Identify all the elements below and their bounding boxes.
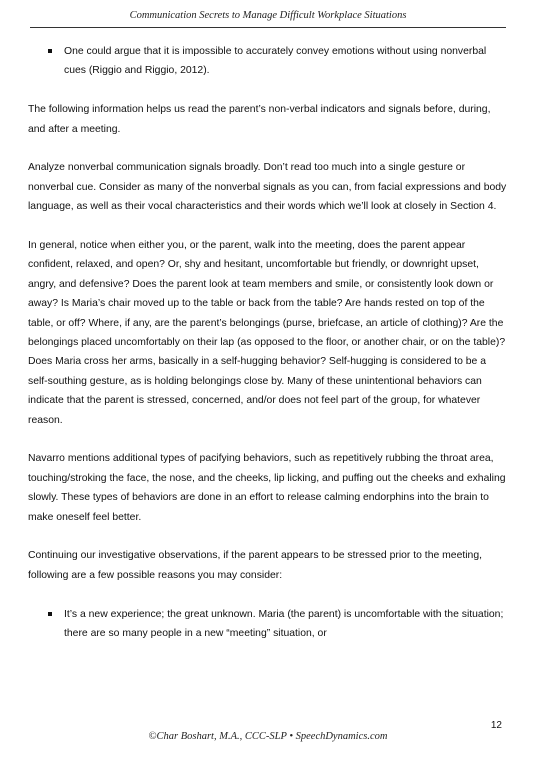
paragraph: The following information helps us read the parent’s non-verbal indicators and signals before, during, and after a meeting. <box>28 104 491 135</box>
square-bullet-icon <box>48 612 52 616</box>
page-number: 12 <box>490 720 502 731</box>
paragraph: In general, notice when either you, or the parent, walk into the meeting, does the parent appear confident, relaxed, and open? Or, shy and hesitant, uncomfortable but friendly, or downright upset, angry, and defensive? Does the parent look at team members and smile, or consistently look down or away? Is Maria’s chair moved up to the table or back from the table? Are hands rested on top of the table, or off? Where, if any, are the parent’s belongings (purse, briefcase, an article of clothing)? Are the belongings placed uncomfortably on their lap (as opposed to the floor, or another chair, or on the table)? Does Maria cross her arms, basically in a self-hugging behavior? Self-hugging is considered to be a self-southing gesture, as is holding belongings close by. Many of these unintentional behaviors can indicate that the parent is stressed, concerned, and/or does not feel part of the group, for whatever reason. <box>28 240 506 426</box>
paragraph: Analyze nonverbal communication signals broadly. Don’t read too much into a single gesture or nonverbal cue. Consider as many of the nonverbal signals as you can, from facial expressions and body language, as well as their vocal characteristics and their words which we’ll look at closely in Section 4. <box>28 162 507 213</box>
square-bullet-icon <box>48 49 52 53</box>
bullet-item <box>28 42 508 81</box>
paragraph: Navarro mentions additional types of pacifying behaviors, such as repetitively rubbing the throat area, touching/stroking the face, the nose, and the cheeks, lip licking, and puffing out the cheeks and exhaling slowly. These types of behaviors are done in an effort to release calming endorphins into the brain to make oneself feel better. <box>28 453 506 523</box>
bullet-text: It’s a new experience; the great unknown. Maria (the parent) is uncomfortable with the situation; there are so many people in a new “meeting” situation, or <box>64 608 504 640</box>
page-body <box>28 42 508 663</box>
running-header: Communication Secrets to Manage Difficult Workplace Situations <box>129 10 407 21</box>
paragraph: Continuing our investigative observations, if the parent appears to be stressed prior to the meeting, following are a few possible reasons you may consider: <box>28 550 482 581</box>
page-footer: ©Char Boshart, M.A., CCC-SLP • SpeechDynamics.com <box>148 731 388 742</box>
bullet-item <box>28 605 508 644</box>
bullet-text: One could argue that it is impossible to accurately convey emotions without using nonverbal cues (Riggio and Riggio, 2012). <box>64 46 487 77</box>
header-rule <box>30 27 506 28</box>
